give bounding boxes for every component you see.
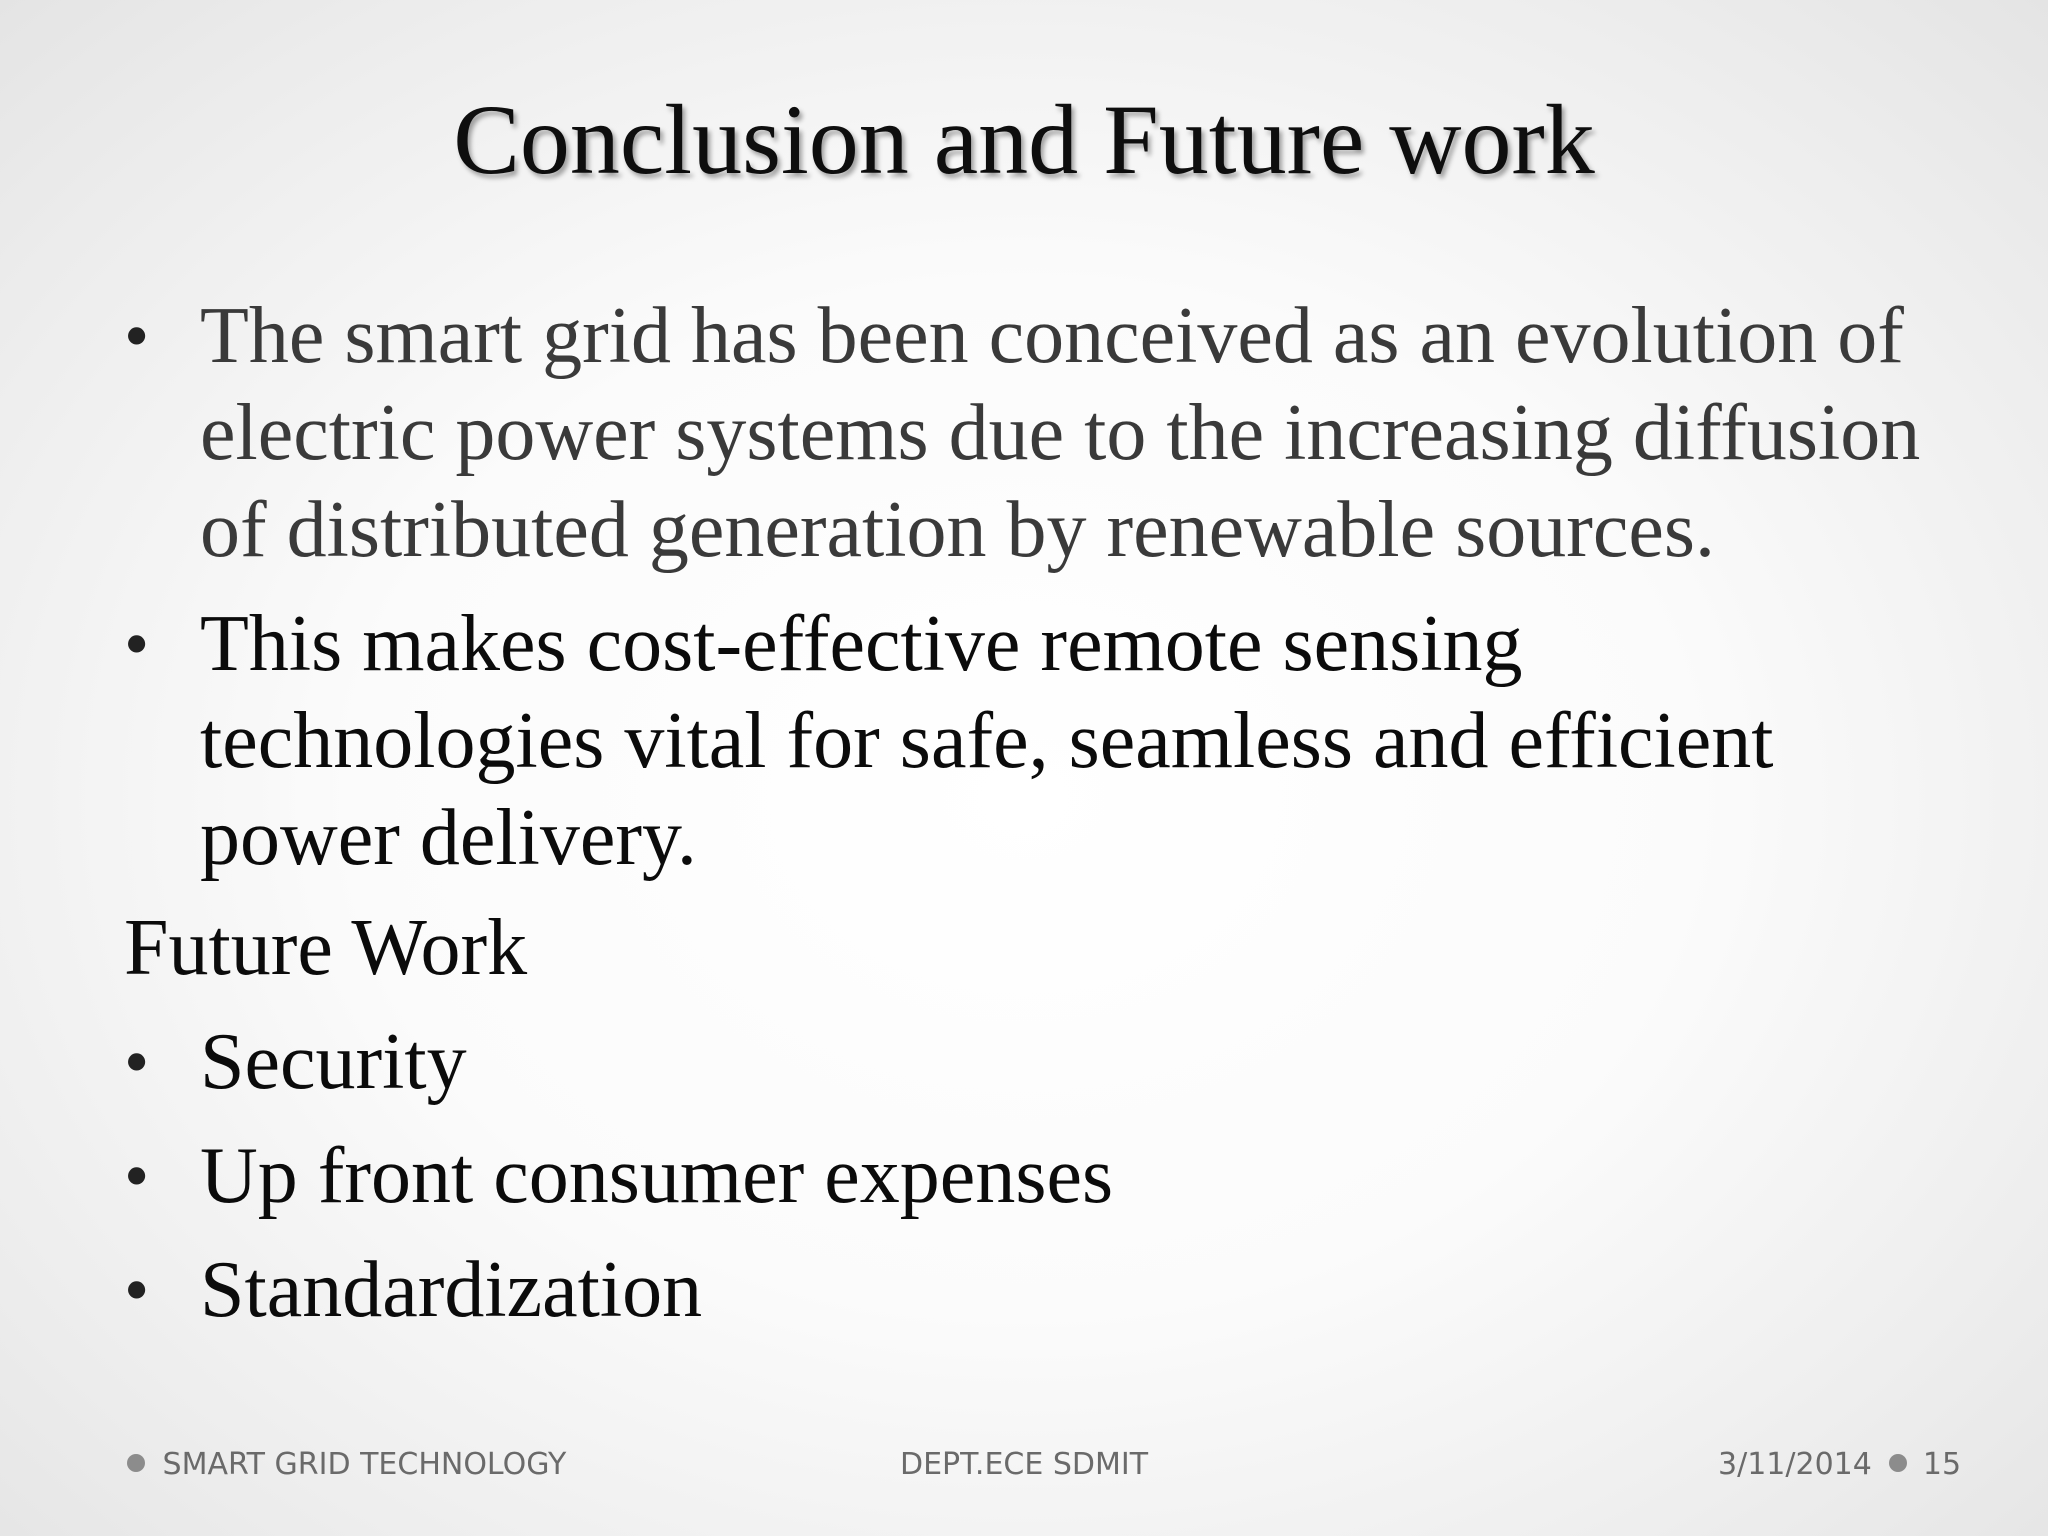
slide-title: Conclusion and Future work: [453, 84, 1595, 195]
bullet-icon: •: [124, 1250, 150, 1330]
bullet-line: electric power systems due to the increasing diffusion: [200, 389, 1921, 477]
bullet-icon: •: [124, 296, 150, 376]
footer-right: [1718, 1440, 1961, 1490]
bullet-icon: •: [124, 1022, 150, 1102]
footer-date: 3/11/2014: [1718, 1447, 1872, 1482]
bullet-text: Security: [200, 1018, 467, 1106]
future-work-heading: Future Work: [124, 904, 528, 992]
bullet-icon: •: [124, 604, 150, 684]
footer-dot-icon: [1889, 1454, 1907, 1472]
footer-dot-icon: [127, 1454, 145, 1472]
bullet-line: of distributed generation by renewable sources.: [200, 486, 1716, 574]
bullet-line: power delivery.: [200, 794, 697, 882]
bullet-line: The smart grid has been conceived as an evolution of: [200, 292, 1904, 380]
footer-presentation-title: SMART GRID TECHNOLOGY: [162, 1447, 567, 1482]
footer-center: [900, 1440, 1148, 1490]
footer-department: DEPT.ECE SDMIT: [900, 1447, 1149, 1482]
bullet-line: This makes cost-effective remote sensing: [200, 600, 1523, 688]
bullet-text: Standardization: [200, 1246, 703, 1334]
bullet-text: [200, 288, 1950, 579]
bullet-line: technologies vital for safe, seamless and efficient: [200, 697, 1774, 785]
bullet-text: Up front consumer expenses: [200, 1132, 1114, 1220]
footer-left: [127, 1440, 566, 1490]
bullet-icon: •: [124, 1136, 150, 1216]
bullet-text: [200, 596, 1950, 887]
slide-number: 15: [1922, 1447, 1962, 1482]
